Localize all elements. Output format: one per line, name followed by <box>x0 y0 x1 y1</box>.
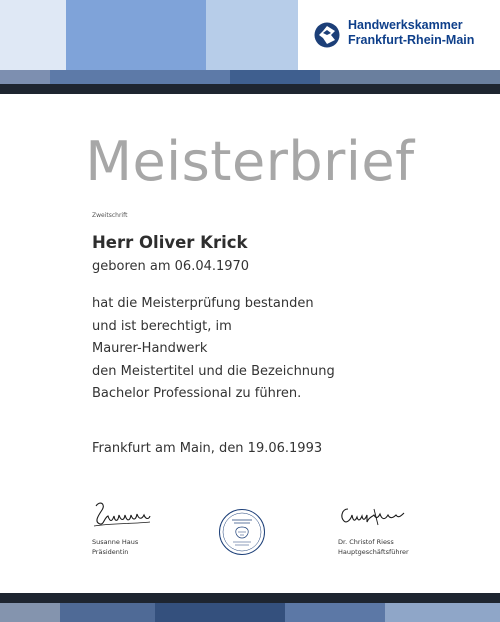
seal-icon <box>218 508 266 556</box>
header-block <box>206 0 298 70</box>
holder-name: Herr Oliver Krick <box>92 233 248 252</box>
signatory-name: Susanne Haus <box>92 538 139 546</box>
signatory-left <box>92 537 138 557</box>
organization-name <box>348 18 474 48</box>
signature-icon <box>92 500 152 530</box>
place-date: Frankfurt am Main, den 19.06.1993 <box>92 441 323 456</box>
hwk-logo-icon <box>313 21 341 49</box>
body-line: Maurer-Handwerk <box>92 341 208 356</box>
body-line: hat die Meisterprüfung bestanden <box>92 296 314 311</box>
certificate-title: Meisterbrief <box>85 130 415 193</box>
signatory-name: Dr. Christof Riess <box>338 538 394 546</box>
body-line: den Meistertitel und die Bezeichnung <box>92 363 335 379</box>
bottom-stripe <box>0 593 500 622</box>
signatory-role: Präsidentin <box>92 548 129 556</box>
header-block <box>0 0 66 70</box>
copy-note: Zweitschrift <box>92 212 128 219</box>
signatory-role: Hauptgeschäftsführer <box>338 548 409 556</box>
body-line: Bachelor Professional zu führen. <box>92 386 302 401</box>
top-stripe <box>0 70 500 94</box>
signature-icon <box>338 505 408 531</box>
org-line-2: Frankfurt-Rhein-Main <box>348 33 475 47</box>
org-line-1: Handwerkskammer <box>348 18 463 32</box>
certificate-body <box>92 293 335 406</box>
signatory-right <box>338 537 409 557</box>
birth-date: geboren am 06.04.1970 <box>92 259 250 274</box>
body-line: und ist berechtigt, im <box>92 318 232 334</box>
header-block <box>66 0 206 70</box>
